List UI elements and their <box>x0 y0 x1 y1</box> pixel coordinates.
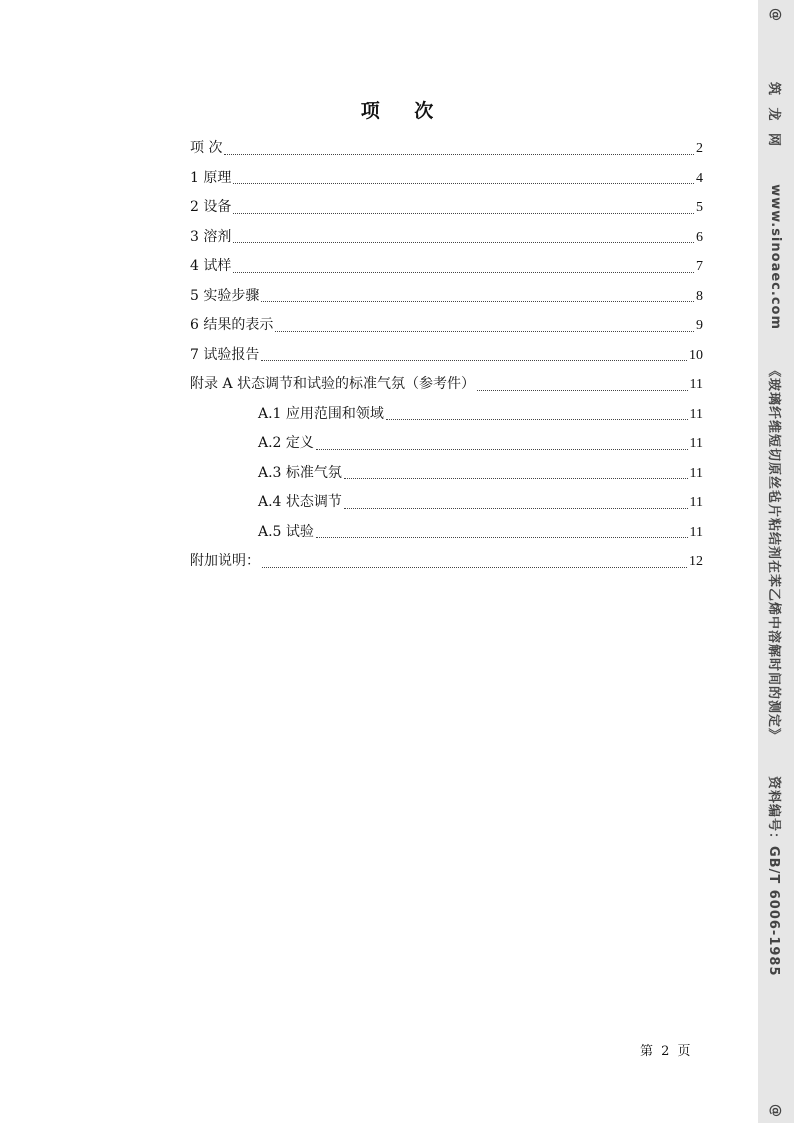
toc-dot-leader <box>261 359 687 361</box>
toc-dot-leader <box>386 418 688 420</box>
toc-entry[interactable] <box>190 429 703 459</box>
toc-entry-label: 4 试样 <box>190 258 232 274</box>
toc-dot-leader <box>233 241 694 243</box>
toc-entry-page: 4 <box>696 170 703 186</box>
toc-entry-label: 3 溶剂 <box>190 228 232 245</box>
toc-entry-label: 5 实验步骤 <box>190 287 260 304</box>
toc-entry-label: 2 设备 <box>190 199 232 215</box>
toc-entry[interactable] <box>190 459 703 489</box>
toc-entry[interactable] <box>190 164 703 194</box>
toc-entry[interactable] <box>190 547 703 577</box>
toc-entry[interactable] <box>190 223 703 253</box>
toc-entry[interactable] <box>190 370 703 400</box>
toc-dot-leader <box>261 300 694 302</box>
watermark-doc-number: 资料编号：GB/T 6006-1985 <box>766 776 782 977</box>
toc-entry[interactable] <box>190 311 703 341</box>
toc-dot-leader <box>233 212 694 214</box>
watermark-text <box>764 8 788 1118</box>
toc-entry[interactable] <box>190 400 703 430</box>
toc-dot-leader <box>233 271 694 273</box>
toc-entry-label: 附加说明： <box>190 553 260 569</box>
toc-entry-page: 5 <box>696 200 703 215</box>
toc-dot-leader <box>344 507 688 509</box>
toc-entry-page: 10 <box>689 347 703 363</box>
toc-entry-label: A.5 试验 <box>258 523 314 540</box>
toc-entry-label: 附录 A 状态调节和试验的标准气氛（参考件） <box>190 376 476 392</box>
toc-dot-leader <box>477 389 688 391</box>
watermark-doc-title: 《玻璃纤维短切原丝毡片粘结剂在苯乙烯中溶解时间的测定》 <box>766 364 782 743</box>
toc-entry-page: 2 <box>696 141 703 156</box>
toc-dot-leader <box>316 536 688 538</box>
toc-entry-label: 6 结果的表示 <box>190 317 274 333</box>
toc-entry-page: 11 <box>689 495 703 510</box>
toc-dot-leader <box>262 566 687 568</box>
toc-entry-page: 12 <box>689 554 703 569</box>
toc-entry[interactable] <box>190 193 703 223</box>
table-of-contents <box>190 134 703 577</box>
toc-entry-page: 9 <box>696 318 703 333</box>
toc-entry-page: 11 <box>689 377 703 392</box>
toc-dot-leader <box>316 448 688 450</box>
watermark-at-end: @ <box>768 1104 784 1118</box>
page-number: 第 2 页 <box>640 1044 691 1059</box>
toc-entry[interactable] <box>190 134 703 164</box>
toc-entry-label: A.3 标准气氛 <box>258 464 342 481</box>
toc-entry-label: 1 原理 <box>190 169 232 186</box>
watermark-url: www.sinoaec.com <box>768 184 784 330</box>
toc-entry-page: 11 <box>689 465 703 481</box>
toc-entry-label: A.4 状态调节 <box>258 494 342 510</box>
toc-entry-page: 7 <box>696 259 703 274</box>
toc-dot-leader <box>233 182 694 184</box>
toc-entry[interactable] <box>190 341 703 371</box>
toc-entry-label: A.1 应用范围和领域 <box>258 405 384 422</box>
toc-entry-page: 6 <box>696 229 703 245</box>
toc-dot-leader <box>275 330 694 332</box>
toc-entry-page: 8 <box>696 288 703 304</box>
toc-entry-page: 11 <box>689 524 703 540</box>
toc-entry-label: 项 次 <box>190 140 223 156</box>
toc-dot-leader <box>344 477 688 479</box>
watermark-site-name: 筑 龙 网 <box>766 82 782 151</box>
toc-entry-label: 7 试验报告 <box>190 346 260 363</box>
toc-title: 项 次 <box>360 100 448 122</box>
toc-entry-label: A.2 定义 <box>258 435 314 451</box>
toc-entry[interactable] <box>190 518 703 548</box>
toc-entry[interactable] <box>190 252 703 282</box>
toc-entry-page: 11 <box>689 436 703 451</box>
watermark-at-start: @ <box>768 8 784 22</box>
toc-entry[interactable] <box>190 488 703 518</box>
toc-dot-leader <box>224 153 694 155</box>
toc-entry[interactable] <box>190 282 703 312</box>
toc-entry-page: 11 <box>689 406 703 422</box>
